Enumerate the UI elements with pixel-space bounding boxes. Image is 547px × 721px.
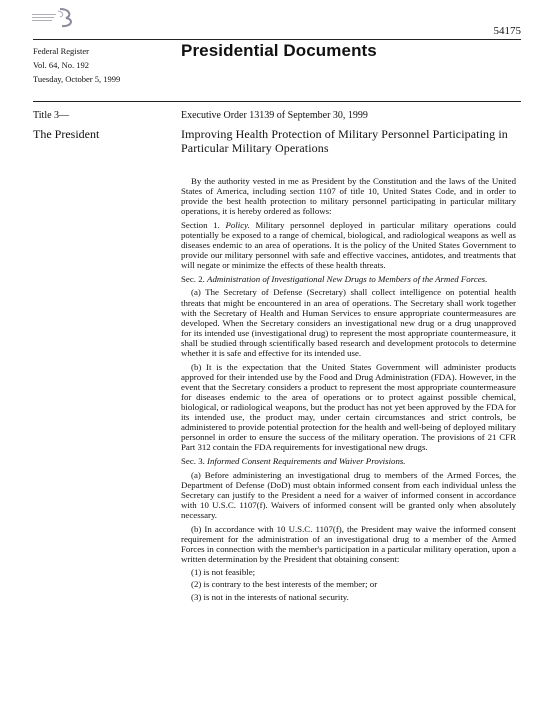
section-3-heading [181, 456, 516, 466]
section-1-text: Military personnel deployed in particular military operations could potentially be exposed to a range of chemical, biological, and radiological weapons as well as diseases endemic to an area of operations. It is the policy of the United States Government to provide our military personnel with safe and effective vaccines, antidotes, and treatments that will negate or minimize the effects of these health threats. [181, 219, 516, 271]
federal-register-logo-icon [30, 6, 76, 28]
list-item: (1) is not feasible; [191, 567, 256, 578]
section-2-b: (b) It is the expectation that the United States Government will administer products approved for their intended use by the Food and Drug Administration (FDA). However, in the event that the Secretary considers a product to represent the most appropriate countermeasure for diseases endemic to the area of operations or to protect against possible chemical, biological, or radiological weapons, but the product has not yet been approved by the FDA for its intended use, the product may, under certain circumstances and strict controls, be administered to provide potential protection for the health and well-being of deployed military personnel in order to ensure the success of the military operation. The provisions of 21 CFR Part 312 contain the FDA requirements for investigational new drugs. [181, 361, 516, 453]
register-date: Tuesday, October 5, 1999 [33, 74, 121, 84]
executive-order-number: Executive Order 13139 of September 30, 1999 [181, 110, 368, 121]
section-1-title: Policy. [225, 219, 250, 230]
section-2-title: Administration of Investigational New Drugs to Members of the Armed Forces. [207, 273, 488, 284]
section-rule [33, 101, 521, 102]
section-1 [181, 220, 516, 270]
register-volume: Vol. 64, No. 192 [33, 60, 90, 70]
register-name: Federal Register [33, 46, 89, 56]
order-heading: Improving Health Protection of Military Personnel Participating in Particular Military Operations [181, 127, 508, 155]
section-3-a: (a) Before administering an investigational drug to members of the Armed Forces, the Department of Defense (DoD) must obtain informed consent from each individual unless the Secretary can justify to the President a need for a waiver of informed consent in accordance with 10 U.S.C. 1107(f). Waivers of informed consent will be granted only when absolutely necessary. [181, 469, 516, 520]
section-3-b: (b) In accordance with 10 U.S.C. 1107(f), the President may waive the informed consent requirement for the administration of an investigational drug to a member of the Armed Forces in connection with the member's participation in a particular military operation, upon a written determination by the President that obtaining consent: [181, 523, 516, 564]
page-number: 54175 [493, 25, 521, 37]
section-3-label: Sec. 3. [181, 455, 205, 466]
list-item: (2) is contrary to the best interests of the member; or [191, 579, 378, 590]
section-2-label: Sec. 2. [181, 273, 205, 284]
author-label: The President [33, 127, 100, 141]
section-2-a: (a) The Secretary of Defense (Secretary) shall collect intelligence on potential health threats that might be encountered in an area of operations. The Secretary shall work together with the Secretary of Health and Human Services to ensure appropriate countermeasures are developed. When the Secretary considers an investigational new drug or a drug unapproved for its intended use (investigational drug) to represent the most appropriate countermeasure, it shall be studied through scientifically based research and development protocols to determine whether it is safe and effective for its intended use. [181, 287, 516, 358]
document-type-title: Presidential Documents [181, 41, 377, 60]
section-2-heading [181, 274, 516, 284]
register-info [33, 44, 120, 86]
intro-paragraph: By the authority vested in me as President by the Constitution and the laws of the United States of America, including section 1107 of title 10, United States Code, and in order to provide the best health protection to military personnel participating in particular military operations, it is hereby ordered as follows: [181, 176, 516, 217]
order-body [181, 176, 516, 604]
list-item: (3) is not in the interests of national security. [191, 591, 349, 602]
header-rule [33, 39, 521, 40]
title-number: Title 3— [33, 110, 70, 121]
section-3-title: Informed Consent Requirements and Waiver Provisions. [207, 455, 406, 466]
section-1-label: Section 1. [181, 219, 220, 230]
